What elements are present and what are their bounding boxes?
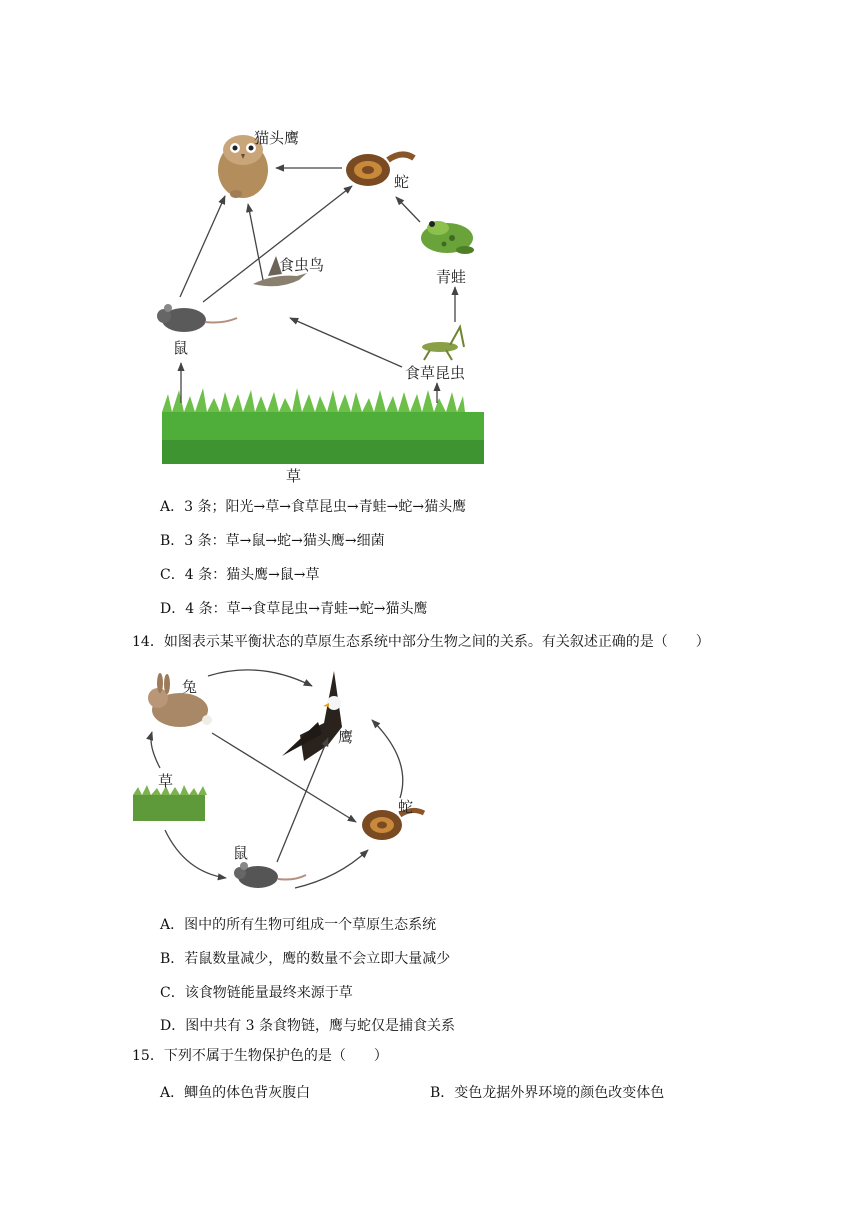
mouse-label-2: 鼠 — [233, 844, 249, 862]
arrow-grasshopper-to-bird — [290, 318, 402, 367]
grass-image — [162, 388, 484, 464]
arrow-grass-to-rabbit — [151, 732, 160, 768]
q14-option-a: A．图中的所有生物可组成一个草原生态系统 — [160, 917, 437, 933]
arrow-snake-to-eagle — [372, 720, 403, 798]
arrow-rabbit-to-snake — [212, 733, 356, 822]
q13-option-a: A．3 条；阳光→草→食草昆虫→青蛙→蛇→猫头鹰 — [160, 499, 467, 515]
q14-option-b: B．若鼠数量减少，鹰的数量不会立即大量减少 — [160, 951, 451, 967]
q14-stem: 14．如图表示某平衡状态的草原生态系统中部分生物之间的关系。有关叙述正确的是（ ） — [132, 634, 710, 650]
snake-label: 蛇 — [394, 173, 410, 191]
food-web-diagram-2 — [133, 670, 424, 888]
eagle-image — [282, 671, 342, 761]
q15-option-a: A．鲫鱼的体色背灰腹白 — [160, 1085, 311, 1101]
mouse-label: 鼠 — [173, 339, 189, 357]
arrow-frog-to-snake — [396, 197, 420, 222]
snake-image-2 — [362, 810, 424, 840]
rabbit-image — [148, 673, 212, 727]
frog-image — [421, 221, 474, 254]
arrow-bird-to-owl — [248, 204, 263, 280]
food-web-diagram-1 — [157, 135, 484, 464]
q13-option-d: D．4 条：草→食草昆虫→青蛙→蛇→猫头鹰 — [160, 601, 428, 617]
insect-bird-label: 食虫鸟 — [279, 256, 325, 274]
q15-option-b: B．变色龙据外界环境的颜色改变体色 — [430, 1085, 665, 1101]
q13-option-b: B．3 条：草→鼠→蛇→猫头鹰→细菌 — [160, 533, 385, 549]
grass-label: 草 — [286, 467, 302, 485]
grass-label-2: 草 — [158, 772, 174, 790]
snake-label-2: 蛇 — [398, 798, 414, 816]
eagle-label: 鹰 — [338, 728, 354, 746]
arrow-grass-to-mouse — [165, 830, 226, 878]
frog-label: 青蛙 — [436, 268, 467, 286]
arrow-rabbit-to-eagle — [208, 670, 312, 686]
mouse-image-2 — [234, 862, 306, 888]
arrow-mouse-to-snake — [295, 850, 368, 888]
mouse-image — [157, 304, 237, 332]
q13-option-c: C．4 条：猫头鹰→鼠→草 — [160, 567, 320, 583]
grasshopper-image — [422, 327, 464, 360]
grasshopper-label: 食草昆虫 — [405, 364, 466, 382]
q14-option-c: C．该食物链能量最终来源于草 — [160, 985, 353, 1001]
owl-label: 猫头鹰 — [254, 129, 300, 147]
rabbit-label: 兔 — [182, 678, 198, 696]
arrow-mouse-to-owl — [180, 196, 225, 297]
q15-stem: 15．下列不属于生物保护色的是（ ） — [132, 1048, 388, 1064]
q14-option-d: D．图中共有 3 条食物链，鹰与蛇仅是捕食关系 — [160, 1018, 456, 1034]
